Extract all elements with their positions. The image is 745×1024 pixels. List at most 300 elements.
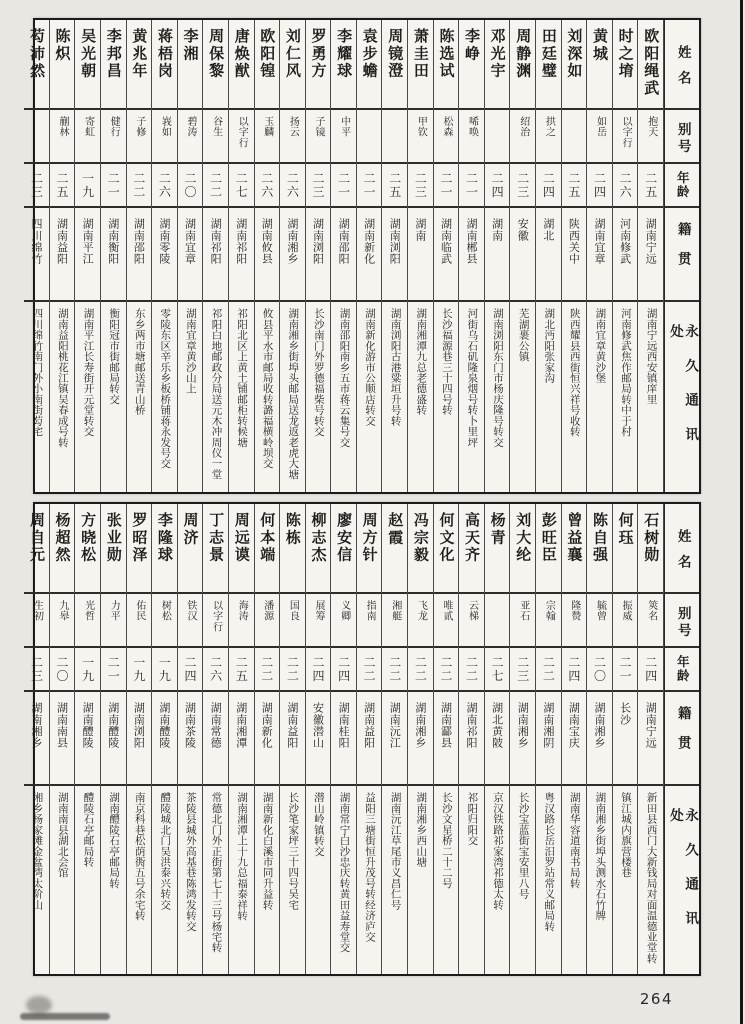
person-alias-cell bbox=[152, 110, 177, 164]
scan-bottom-artifact bbox=[20, 1013, 110, 1020]
person-address: 湖北沔阳张家沟 bbox=[543, 308, 556, 383]
person-address-cell bbox=[408, 302, 433, 492]
person-address-cell bbox=[24, 786, 49, 974]
person-origin-cell bbox=[485, 692, 510, 786]
person-address: 湖南平江长寿街开元堂转交 bbox=[82, 308, 95, 437]
person-origin: 湖南 bbox=[490, 218, 504, 242]
person-age-cell bbox=[50, 648, 75, 692]
person-age: 二三 bbox=[310, 171, 325, 199]
person-age-cell bbox=[229, 164, 254, 208]
person-alias-cell bbox=[127, 594, 152, 648]
person-age: 二二 bbox=[387, 655, 402, 683]
header-name-label: 姓名 bbox=[674, 529, 691, 581]
person-name: 杨青 bbox=[488, 512, 507, 547]
person-age-cell bbox=[357, 648, 382, 692]
person-age: 二一 bbox=[464, 171, 479, 199]
person-alias-cell bbox=[75, 594, 100, 648]
person-origin-cell bbox=[127, 692, 152, 786]
person-name: 萧圭田 bbox=[411, 28, 430, 80]
header-origin-label: 籍贯 bbox=[674, 706, 691, 766]
person-age-cell bbox=[331, 648, 356, 692]
person-origin: 湖南湘乡 bbox=[29, 702, 43, 749]
person-address-cell bbox=[382, 302, 407, 492]
person-age: 二三 bbox=[515, 655, 530, 683]
person-column bbox=[75, 20, 101, 492]
header-alias-label: 别号 bbox=[674, 606, 691, 640]
person-name-cell bbox=[152, 504, 177, 594]
person-age-cell bbox=[485, 164, 510, 208]
person-age-cell bbox=[382, 164, 407, 208]
roster-table-bottom bbox=[27, 502, 701, 976]
person-column bbox=[306, 504, 332, 974]
person-address: 衡阳冠市街邮局转交 bbox=[108, 308, 121, 405]
person-column bbox=[50, 504, 76, 974]
person-alias-cell bbox=[101, 594, 126, 648]
person-origin: 湖南祁阳 bbox=[234, 218, 248, 265]
person-address-cell bbox=[485, 302, 510, 492]
person-origin-cell bbox=[408, 208, 433, 302]
person-column bbox=[434, 504, 460, 974]
person-origin: 湖南湘乡 bbox=[516, 702, 530, 749]
person-alias: 力平 bbox=[108, 600, 120, 622]
person-alias: 湘艇 bbox=[389, 600, 401, 622]
header-address bbox=[665, 302, 699, 492]
person-address: 镇江城内旗营楼巷 bbox=[619, 792, 632, 878]
person-origin: 湖南新化 bbox=[362, 218, 376, 265]
person-age: 二五 bbox=[566, 171, 581, 199]
person-origin: 湖南攸县 bbox=[260, 218, 274, 265]
person-age-cell bbox=[357, 164, 382, 208]
person-age-cell bbox=[587, 164, 612, 208]
person-origin-cell bbox=[203, 208, 228, 302]
person-origin-cell bbox=[459, 692, 484, 786]
person-name: 石树勋 bbox=[642, 512, 661, 564]
person-alias: 谷生 bbox=[210, 116, 222, 138]
person-column bbox=[408, 20, 434, 492]
header-alias-label: 别号 bbox=[674, 122, 691, 156]
person-origin-cell bbox=[485, 208, 510, 302]
person-address-cell bbox=[536, 302, 561, 492]
person-origin-cell bbox=[434, 208, 459, 302]
person-address-cell bbox=[331, 302, 356, 492]
person-name: 赵霞 bbox=[386, 512, 405, 547]
person-address-cell bbox=[613, 786, 638, 974]
person-name: 刘大纶 bbox=[514, 512, 533, 564]
person-alias-cell bbox=[638, 594, 663, 648]
person-address-cell bbox=[562, 786, 587, 974]
person-address: 祁阳白地邮政分局送元木冲周仪一堂 bbox=[210, 308, 223, 480]
person-origin: 湖南沅江 bbox=[388, 702, 402, 749]
person-address: 湖南新化游市公顺店转交 bbox=[364, 308, 377, 426]
person-alias: 义卿 bbox=[338, 600, 350, 622]
person-age: 二一 bbox=[336, 171, 351, 199]
person-name-cell bbox=[229, 20, 254, 110]
person-alias: 以字行 bbox=[620, 116, 632, 149]
person-address: 祁阳北区上黄土铺邮柜转候塘 bbox=[236, 308, 249, 448]
person-origin-cell bbox=[255, 208, 280, 302]
person-origin-cell bbox=[638, 208, 663, 302]
person-name: 周自元 bbox=[27, 512, 46, 564]
person-address: 攸县平水市邮局收转潞福横岭坝交 bbox=[261, 308, 274, 469]
person-alias: 健行 bbox=[108, 116, 120, 138]
person-name: 刘深如 bbox=[565, 28, 584, 80]
person-age: 二一 bbox=[106, 171, 121, 199]
person-origin-cell bbox=[613, 208, 638, 302]
person-age: 二三 bbox=[413, 171, 428, 199]
person-age-cell bbox=[587, 648, 612, 692]
person-column bbox=[382, 504, 408, 974]
person-age-cell bbox=[178, 164, 203, 208]
header-age bbox=[665, 648, 699, 692]
person-column bbox=[331, 20, 357, 492]
person-age: 二五 bbox=[387, 171, 402, 199]
person-origin-cell bbox=[510, 692, 535, 786]
person-column bbox=[24, 504, 50, 974]
person-age: 二二 bbox=[541, 655, 556, 683]
person-address-cell bbox=[280, 786, 305, 974]
header-address bbox=[665, 786, 699, 974]
person-name-cell bbox=[24, 20, 49, 110]
person-alias: 抱天 bbox=[645, 116, 657, 138]
person-age-cell bbox=[613, 164, 638, 208]
person-alias-cell bbox=[382, 594, 407, 648]
person-alias-cell bbox=[434, 594, 459, 648]
person-alias-cell bbox=[101, 110, 126, 164]
person-age-cell bbox=[459, 648, 484, 692]
person-alias: 子镜 bbox=[312, 116, 324, 138]
person-alias-cell bbox=[255, 594, 280, 648]
person-address: 常德北门外正街第七十三号杨宅转 bbox=[210, 792, 223, 953]
person-origin-cell bbox=[101, 692, 126, 786]
person-origin: 湖南益阳 bbox=[55, 218, 69, 265]
person-column bbox=[101, 20, 127, 492]
person-origin-cell bbox=[127, 208, 152, 302]
person-column bbox=[152, 504, 178, 974]
person-address: 湖南宁远西安镇庠里 bbox=[645, 308, 658, 405]
person-address-cell bbox=[152, 786, 177, 974]
person-name-cell bbox=[434, 20, 459, 110]
person-name-cell bbox=[485, 20, 510, 110]
person-alias: 子修 bbox=[133, 116, 145, 138]
person-origin-cell bbox=[280, 208, 305, 302]
person-age: 二四 bbox=[490, 171, 505, 199]
person-alias: 绍治 bbox=[517, 116, 529, 138]
person-alias-cell bbox=[280, 110, 305, 164]
person-age: 二六 bbox=[157, 171, 172, 199]
person-age: 二六 bbox=[285, 171, 300, 199]
person-name-cell bbox=[613, 20, 638, 110]
person-address: 河南修武焦作邮局转中于村 bbox=[619, 308, 632, 437]
person-origin: 湖南醴陵 bbox=[81, 702, 95, 749]
person-alias-cell bbox=[357, 110, 382, 164]
person-age: 二三 bbox=[29, 171, 44, 199]
person-column bbox=[255, 20, 281, 492]
person-column bbox=[562, 20, 588, 492]
person-name: 丁志景 bbox=[207, 512, 226, 564]
person-alias: 飞龙 bbox=[415, 600, 427, 622]
person-name: 黄兆年 bbox=[130, 28, 149, 80]
person-origin-cell bbox=[178, 208, 203, 302]
person-alias: 生初 bbox=[31, 600, 43, 622]
person-origin: 湖南湘阴 bbox=[541, 702, 555, 749]
person-alias: 寄虹 bbox=[82, 116, 94, 138]
person-address-cell bbox=[485, 786, 510, 974]
person-alias-cell bbox=[203, 594, 228, 648]
person-origin-cell bbox=[101, 208, 126, 302]
person-alias: 海涛 bbox=[236, 600, 248, 622]
header-address-label: 永久通讯处 bbox=[667, 808, 699, 946]
person-address: 湖南湘乡街埠头邮局送龙返老虎大塘 bbox=[287, 308, 300, 480]
person-address: 湖南新化白溪市同升益转 bbox=[261, 792, 274, 910]
person-age-cell bbox=[75, 648, 100, 692]
person-origin: 安徽 bbox=[516, 218, 530, 242]
person-origin: 湖南祁阳 bbox=[209, 218, 223, 265]
person-origin-cell bbox=[306, 208, 331, 302]
person-address-cell bbox=[587, 786, 612, 974]
person-address-cell bbox=[357, 302, 382, 492]
person-address: 湖南湘潭上十九总福泰祥转 bbox=[236, 792, 249, 921]
person-address: 醴陵石亭邮局转 bbox=[82, 792, 95, 867]
person-alias: 铁汉 bbox=[185, 600, 197, 622]
person-name-cell bbox=[101, 20, 126, 110]
person-origin-cell bbox=[562, 692, 587, 786]
person-address: 长沙福源巷三十四号转 bbox=[440, 308, 453, 416]
person-name: 黄城 bbox=[591, 28, 610, 63]
person-name-cell bbox=[434, 504, 459, 594]
person-alias-cell bbox=[331, 594, 356, 648]
person-address-cell bbox=[331, 786, 356, 974]
person-address: 四川绵竹南门外小南街芶宅 bbox=[31, 308, 44, 437]
person-alias: 隆赞 bbox=[568, 600, 580, 622]
person-address-cell bbox=[536, 786, 561, 974]
person-origin: 湖南浏阳 bbox=[311, 218, 325, 265]
person-origin-cell bbox=[178, 692, 203, 786]
person-name-cell bbox=[408, 20, 433, 110]
person-address: 湖南湘乡街埠头测水石竹牌 bbox=[594, 792, 607, 921]
person-address-cell bbox=[50, 302, 75, 492]
person-age-cell bbox=[331, 164, 356, 208]
person-origin: 湖南宜章 bbox=[593, 218, 607, 265]
person-name: 杨超然 bbox=[53, 512, 72, 564]
person-alias: 筴名 bbox=[645, 600, 657, 622]
person-address: 湖南宜章黄沙堡 bbox=[594, 308, 607, 383]
person-origin: 湖南宁远 bbox=[644, 702, 658, 749]
person-address-cell bbox=[434, 302, 459, 492]
person-age: 二七 bbox=[234, 171, 249, 199]
person-name-cell bbox=[510, 20, 535, 110]
person-name-cell bbox=[382, 504, 407, 594]
person-column bbox=[178, 20, 204, 492]
person-origin-cell bbox=[75, 692, 100, 786]
person-address-cell bbox=[510, 302, 535, 492]
person-alias: 国良 bbox=[287, 600, 299, 622]
person-name: 袁步蟾 bbox=[360, 28, 379, 80]
person-address: 新田县西门大新钱局对面温德业堂转 bbox=[645, 792, 658, 964]
person-name-cell bbox=[459, 504, 484, 594]
person-address: 湖南醴陵石亭邮局转 bbox=[108, 792, 121, 889]
person-age-cell bbox=[382, 648, 407, 692]
person-name-cell bbox=[280, 504, 305, 594]
person-age-cell bbox=[152, 164, 177, 208]
person-age-cell bbox=[178, 648, 203, 692]
person-address-cell bbox=[229, 302, 254, 492]
person-origin: 湖南邵阳 bbox=[132, 218, 146, 265]
person-address-cell bbox=[203, 786, 228, 974]
person-address: 湖南浏阳古港粱垣升号转 bbox=[389, 308, 402, 426]
person-origin-cell bbox=[24, 692, 49, 786]
person-age-cell bbox=[50, 164, 75, 208]
person-name: 周方针 bbox=[360, 512, 379, 564]
person-address: 潜山岭镇转交 bbox=[312, 792, 325, 857]
person-alias: 指南 bbox=[364, 600, 376, 622]
person-name: 吴光朝 bbox=[79, 28, 98, 80]
person-column bbox=[459, 504, 485, 974]
person-alias: 毓曾 bbox=[594, 600, 606, 622]
person-address-cell bbox=[178, 302, 203, 492]
person-column bbox=[331, 504, 357, 974]
person-alias-cell bbox=[434, 110, 459, 164]
person-origin-cell bbox=[255, 692, 280, 786]
person-column bbox=[280, 20, 306, 492]
person-origin: 湖北 bbox=[541, 218, 555, 242]
person-alias: 振威 bbox=[620, 600, 632, 622]
person-age-cell bbox=[536, 648, 561, 692]
person-origin: 湖南邵阳 bbox=[337, 218, 351, 265]
person-name-cell bbox=[510, 504, 535, 594]
person-alias-cell bbox=[459, 594, 484, 648]
person-origin: 湖南平江 bbox=[81, 218, 95, 265]
person-name-cell bbox=[203, 504, 228, 594]
person-address: 醴陵城北门吴洪泰兴转交 bbox=[159, 792, 172, 910]
person-age-cell bbox=[408, 648, 433, 692]
person-name-cell bbox=[101, 504, 126, 594]
person-origin-cell bbox=[613, 692, 638, 786]
person-origin-cell bbox=[382, 692, 407, 786]
person-origin: 湖南南县 bbox=[55, 702, 69, 749]
person-origin: 湖南郴县 bbox=[465, 218, 479, 265]
person-age: 二六 bbox=[618, 171, 633, 199]
scan-smudge-artifact bbox=[26, 996, 52, 1014]
person-address-cell bbox=[75, 302, 100, 492]
person-alias-cell bbox=[613, 110, 638, 164]
person-origin-cell bbox=[152, 692, 177, 786]
person-column bbox=[24, 20, 50, 492]
person-address-cell bbox=[152, 302, 177, 492]
person-address: 湖南邵阳南乡五市蒋云集号交 bbox=[338, 308, 351, 448]
person-alias-cell bbox=[306, 110, 331, 164]
person-name: 李湘 bbox=[181, 28, 200, 63]
person-column bbox=[408, 504, 434, 974]
person-age: 一九 bbox=[131, 655, 146, 683]
person-name: 邓光宇 bbox=[488, 28, 507, 80]
person-age-cell bbox=[638, 648, 663, 692]
person-address-cell bbox=[255, 786, 280, 974]
person-address-cell bbox=[101, 302, 126, 492]
person-address-cell bbox=[229, 786, 254, 974]
header-address-label: 永久通讯处 bbox=[667, 324, 699, 462]
person-age-cell bbox=[434, 648, 459, 692]
person-age-cell bbox=[459, 164, 484, 208]
person-age-cell bbox=[101, 648, 126, 692]
person-age: 二〇 bbox=[55, 655, 70, 683]
person-origin: 湖南宁远 bbox=[644, 218, 658, 265]
person-origin-cell bbox=[562, 208, 587, 302]
person-address-cell bbox=[50, 786, 75, 974]
person-column bbox=[50, 20, 76, 492]
person-column bbox=[127, 20, 153, 492]
person-column bbox=[357, 504, 383, 974]
person-age-cell bbox=[24, 648, 49, 692]
person-name: 周远谟 bbox=[232, 512, 251, 564]
person-origin: 湖南湘乡 bbox=[413, 702, 427, 749]
person-alias: 以字行 bbox=[236, 116, 248, 149]
person-origin: 湖南浏阳 bbox=[388, 218, 402, 265]
person-origin: 湖南宜章 bbox=[183, 218, 197, 265]
person-origin-cell bbox=[408, 692, 433, 786]
person-age-cell bbox=[127, 164, 152, 208]
person-alias-cell bbox=[331, 110, 356, 164]
person-name: 田廷璧 bbox=[539, 28, 558, 80]
person-age: 二五 bbox=[234, 655, 249, 683]
person-alias-cell bbox=[638, 110, 663, 164]
person-origin-cell bbox=[510, 208, 535, 302]
person-origin-cell bbox=[382, 208, 407, 302]
person-address-cell bbox=[382, 786, 407, 974]
header-origin bbox=[665, 208, 699, 302]
person-name: 欧阳绳武 bbox=[642, 28, 661, 97]
person-age: 二三 bbox=[29, 655, 44, 683]
person-address: 陕西耀县西街恒兴祥号收转 bbox=[568, 308, 581, 437]
person-alias-cell bbox=[75, 110, 100, 164]
person-age: 二〇 bbox=[183, 171, 198, 199]
person-age: 二四 bbox=[336, 655, 351, 683]
header-age-label: 年龄 bbox=[675, 171, 691, 199]
person-address-cell bbox=[255, 302, 280, 492]
header-age bbox=[665, 164, 699, 208]
person-alias-cell bbox=[408, 110, 433, 164]
person-address-cell bbox=[306, 786, 331, 974]
person-address: 湖南常宁白沙忠庆转黄田益寿堂交 bbox=[338, 792, 351, 953]
person-name-cell bbox=[229, 504, 254, 594]
person-address: 长沙南门外罗德福柴号转交 bbox=[312, 308, 325, 437]
person-column bbox=[536, 20, 562, 492]
person-alias-cell bbox=[229, 110, 254, 164]
person-age-cell bbox=[75, 164, 100, 208]
person-name: 张业勋 bbox=[104, 512, 123, 564]
person-age: 一九 bbox=[157, 655, 172, 683]
person-column bbox=[280, 504, 306, 974]
person-address: 东乡两市塘邮送青山桥 bbox=[133, 308, 146, 416]
person-age: 二二 bbox=[208, 171, 223, 199]
page-footer bbox=[33, 976, 701, 1008]
person-address-cell bbox=[178, 786, 203, 974]
person-age: 一九 bbox=[80, 655, 95, 683]
person-origin: 湖南零陵 bbox=[157, 218, 171, 265]
person-alias-cell bbox=[485, 594, 510, 648]
person-origin: 湖南常德 bbox=[209, 702, 223, 749]
person-alias-cell bbox=[50, 110, 75, 164]
header-origin-label: 籍贯 bbox=[674, 222, 691, 282]
person-age: 二三 bbox=[515, 171, 530, 199]
person-address-cell bbox=[459, 302, 484, 492]
person-name-cell bbox=[587, 504, 612, 594]
person-address-cell bbox=[434, 786, 459, 974]
person-name: 何本端 bbox=[258, 512, 277, 564]
person-name-cell bbox=[203, 20, 228, 110]
person-name-cell bbox=[75, 504, 100, 594]
person-name: 芶沛然 bbox=[27, 28, 46, 80]
person-name: 柳志杰 bbox=[309, 512, 328, 564]
